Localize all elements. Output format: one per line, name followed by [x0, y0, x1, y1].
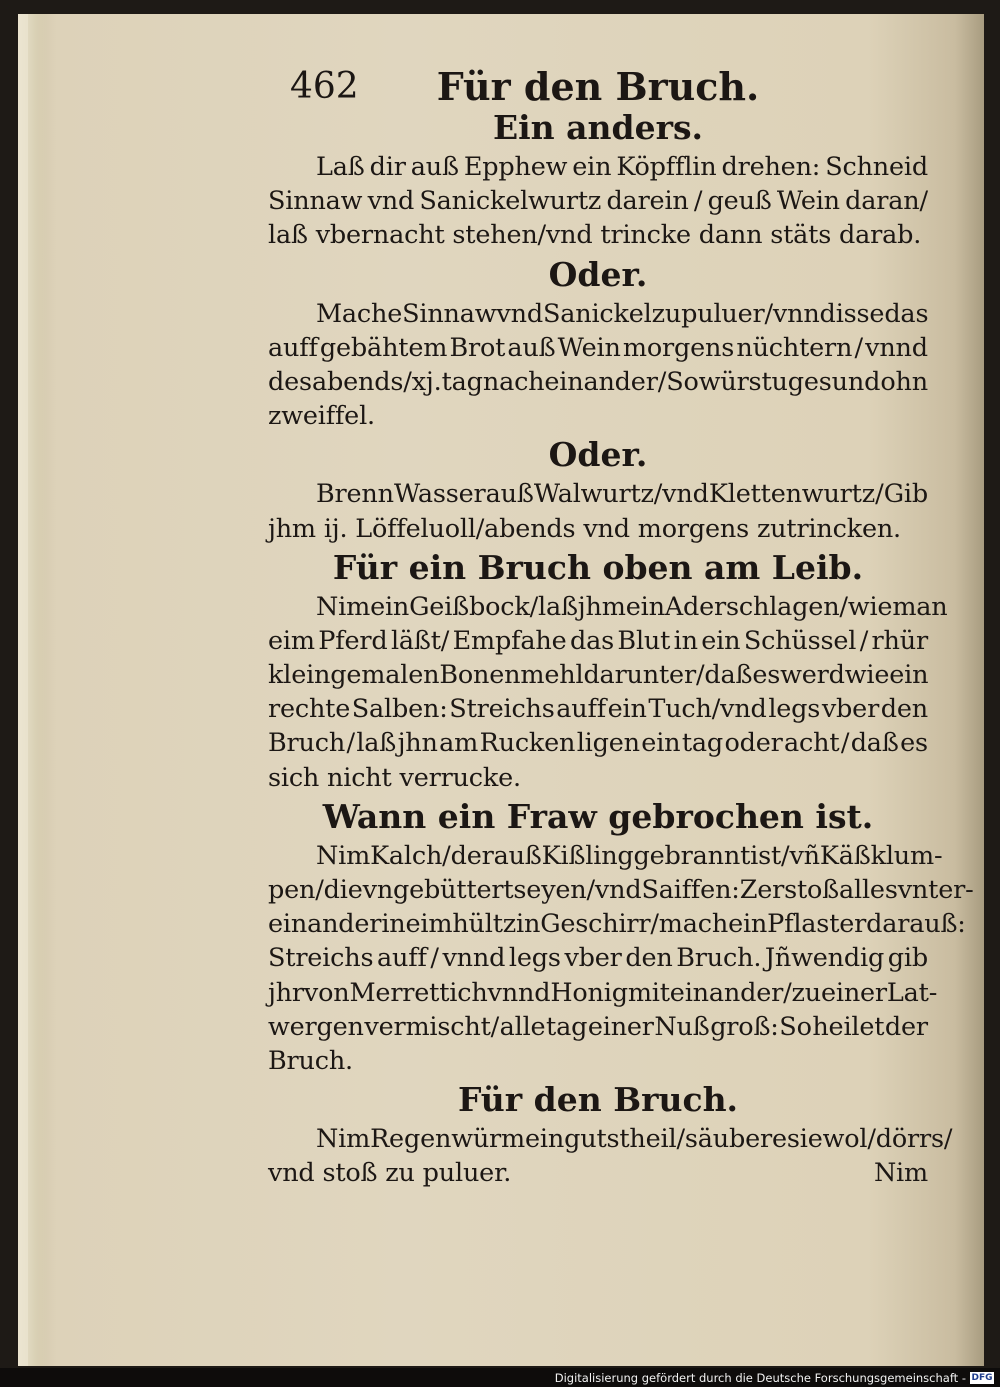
word: tag	[546, 1011, 588, 1042]
text-line	[268, 150, 928, 184]
word: pen/die	[268, 875, 363, 905]
word: gebähtem	[319, 332, 448, 363]
word: säubere	[684, 1124, 787, 1155]
word: gebrannt	[633, 840, 751, 871]
line-text: sich nicht verrucke.	[268, 762, 521, 793]
word: ohn	[880, 366, 928, 397]
word: alles	[839, 875, 898, 905]
page-edge-highlight	[18, 14, 28, 1366]
word: vnnd	[442, 943, 506, 974]
word: vnnd	[772, 298, 836, 329]
line-text: zweiffel.	[268, 401, 375, 432]
text-line	[268, 184, 928, 218]
text-line	[268, 726, 928, 760]
word: des	[268, 366, 312, 397]
section-heading: Für den Bruch.	[457, 1080, 739, 1120]
word: Schüssel	[743, 625, 857, 656]
word: wol	[822, 1124, 868, 1155]
text-line	[268, 218, 928, 252]
text-line	[268, 839, 943, 873]
word: man	[892, 591, 948, 622]
word: /	[676, 1124, 685, 1155]
text-line	[268, 1044, 928, 1078]
section-heading: Ein anders.	[492, 108, 704, 147]
line-text: Bruch.	[268, 1045, 353, 1076]
word: /	[403, 366, 412, 397]
word: ein	[701, 625, 741, 656]
word: ein	[525, 1124, 565, 1155]
word: den	[625, 943, 673, 974]
word: Kißling	[541, 840, 634, 871]
text-line	[268, 941, 928, 975]
word: ein	[607, 694, 647, 725]
footer-credit: Digitalisierung gefördert durch die Deutsche Forschungsgemeinschaft -	[554, 1371, 966, 1385]
word: vngebüttert	[362, 875, 514, 905]
catchword: Nim	[873, 1158, 928, 1189]
word: den	[880, 694, 928, 725]
word: tag	[441, 366, 483, 397]
word: zu	[651, 298, 682, 329]
text-line	[268, 658, 928, 692]
word: vber	[564, 943, 622, 974]
word: vnd	[367, 186, 415, 217]
word: heilet	[812, 1011, 885, 1042]
word: ist/	[750, 840, 790, 871]
word: /	[859, 625, 869, 656]
word: einer	[820, 977, 887, 1008]
word: Sinnaw	[402, 298, 497, 329]
word: auff	[268, 332, 318, 363]
text-line	[268, 907, 966, 941]
word: alle	[499, 1011, 546, 1042]
word: rhür	[871, 625, 928, 656]
word: eim	[405, 909, 453, 940]
word: Empfahe	[452, 625, 567, 656]
word: Gib	[883, 479, 928, 510]
word: ein	[572, 152, 612, 182]
word: auß	[493, 840, 542, 871]
word: von	[303, 977, 350, 1008]
word: wie	[844, 660, 890, 691]
word: vber	[821, 694, 880, 725]
word: xj.	[411, 366, 442, 397]
word: seyen/vnd	[513, 875, 642, 905]
running-head	[268, 64, 928, 109]
word: es	[752, 660, 781, 691]
text-line	[268, 1122, 953, 1156]
word: ligen	[576, 728, 640, 759]
word: darein	[606, 186, 689, 217]
word: nacheinander	[482, 366, 658, 397]
word: Brot	[449, 332, 506, 363]
word: Bonenmehl	[439, 660, 584, 691]
text-line	[268, 873, 974, 907]
word: auff	[377, 943, 427, 974]
word: oder	[724, 728, 783, 759]
word: So	[666, 366, 699, 397]
word: das	[569, 625, 614, 656]
word: das	[884, 298, 929, 329]
text-line	[268, 976, 938, 1010]
word: /	[839, 591, 848, 622]
word: Lat-	[886, 977, 938, 1008]
word: Nim	[316, 840, 371, 871]
word: Geschirr/mach	[540, 909, 729, 940]
word: schlagen	[726, 591, 840, 622]
word: Geißbock/laß	[409, 591, 578, 622]
word: /	[346, 728, 355, 759]
word: wergen	[268, 1011, 364, 1042]
word: Sanickel	[542, 298, 652, 329]
word: abends	[311, 366, 404, 397]
running-title: Für den Bruch.	[436, 64, 760, 109]
page-text	[268, 64, 974, 1191]
text-line	[268, 624, 928, 658]
word: acht	[784, 728, 840, 759]
word: morgens	[622, 332, 735, 363]
word: vnter-	[897, 875, 974, 905]
word: darauß:	[866, 909, 966, 940]
dfg-logo: DFG	[971, 1373, 993, 1383]
word: Zerstoß	[739, 875, 840, 905]
word: Tuch/vnd	[648, 694, 767, 725]
text-line	[268, 512, 928, 546]
word: Pferd	[318, 625, 388, 656]
word: /	[867, 1124, 876, 1155]
word: auß	[485, 479, 534, 510]
word: in	[673, 625, 698, 656]
word: werd	[780, 660, 845, 691]
word: vnnd	[865, 332, 928, 363]
word: gemalen	[330, 660, 440, 691]
word: Streichs	[268, 943, 374, 974]
word: /	[854, 332, 863, 363]
word: miteinander/zu	[627, 977, 821, 1008]
word: Nim	[316, 1124, 371, 1155]
word: Kalch/der	[370, 840, 494, 871]
word: vermischt/	[364, 1011, 500, 1042]
word: drehen:	[721, 152, 821, 182]
text-line	[268, 761, 928, 795]
word: Rucken	[479, 728, 576, 759]
word: läßt/	[390, 625, 450, 656]
word: /	[875, 479, 884, 510]
word: einander	[268, 909, 382, 940]
word: vnd	[496, 298, 543, 329]
word: Köpfflin	[616, 152, 717, 182]
word: ein	[370, 591, 410, 622]
word: dörrs/	[875, 1124, 953, 1155]
section-heading: Wann ein Fraw gebrochen ist.	[322, 796, 874, 836]
word: puluer/	[681, 298, 773, 329]
word: daß	[704, 660, 753, 691]
page-number: 462	[290, 66, 359, 107]
word: Laß	[316, 152, 365, 182]
text-line	[268, 365, 928, 399]
body-flow	[268, 106, 974, 1191]
line-text: vnd stoß zu puluer.	[268, 1158, 512, 1189]
word: ein	[889, 660, 929, 691]
word: gesund	[787, 366, 881, 397]
word: Schneid	[825, 152, 928, 182]
word: Sanickelwurtz	[419, 186, 602, 217]
word: Merrettich	[349, 977, 488, 1008]
word: ein	[625, 591, 665, 622]
word: Nim	[316, 591, 371, 622]
word: auff	[556, 694, 606, 725]
word: Wasser	[394, 479, 486, 510]
text-line	[268, 692, 928, 726]
word: der	[884, 1011, 928, 1042]
word: /	[840, 728, 850, 759]
word: /	[693, 186, 703, 217]
word: Regenwürm	[370, 1124, 526, 1155]
word: klein	[268, 660, 331, 691]
word: ein	[728, 909, 768, 940]
text-line	[268, 477, 928, 511]
text-line	[268, 1010, 928, 1044]
word: rechte	[268, 694, 351, 725]
word: daran/	[845, 186, 928, 217]
word: /	[695, 660, 705, 691]
text-line	[268, 590, 948, 624]
word: laß	[356, 728, 397, 759]
word: Jñwendig	[764, 943, 885, 974]
word: Klettenwurtz	[708, 479, 875, 510]
word: Blut	[617, 625, 671, 656]
word: isse	[835, 298, 885, 329]
section-heading: Für ein Bruch oben am Leib.	[332, 547, 864, 587]
word: Sinnaw	[268, 186, 363, 217]
word: jhm	[577, 591, 626, 622]
word: Wein	[776, 186, 840, 217]
word: legs	[508, 943, 561, 974]
word: jhr	[268, 977, 304, 1008]
word: in	[381, 909, 406, 940]
word: würstu	[698, 366, 788, 397]
word: Epphew	[463, 152, 568, 182]
word: nüchtern	[736, 332, 853, 363]
word: guts	[564, 1124, 620, 1155]
word: einer	[587, 1011, 654, 1042]
word: dir	[369, 152, 406, 182]
word: daß	[850, 728, 899, 759]
section-heading: Oder.	[548, 435, 648, 475]
word: gib	[887, 943, 928, 974]
word: Pflaster	[767, 909, 867, 940]
text-line	[268, 331, 928, 365]
word: ein	[641, 728, 681, 759]
text-line	[268, 297, 928, 331]
word: wie	[847, 591, 893, 622]
word: Honig	[550, 977, 628, 1008]
word: Mache	[316, 298, 403, 329]
text-line	[268, 399, 928, 433]
word: So	[779, 1011, 812, 1042]
line-text: jhm ij. Löffeluoll/abends vnd morgens zutrincken.	[268, 513, 901, 544]
word: Nuß	[654, 1011, 710, 1042]
word: sie	[786, 1124, 823, 1155]
word: auß	[507, 332, 556, 363]
word: groß:	[710, 1011, 779, 1042]
word: vnnd	[487, 977, 551, 1008]
section-heading: Oder.	[548, 254, 648, 294]
word: vñ	[789, 840, 820, 871]
word: hültzin	[452, 909, 541, 940]
word: jhn	[397, 728, 438, 759]
word: darunter	[583, 660, 696, 691]
text-line	[268, 1156, 928, 1190]
word: /	[430, 943, 439, 974]
word: legs	[768, 694, 821, 725]
word: Walwurtz/vnd	[533, 479, 709, 510]
word: am	[439, 728, 479, 759]
word: Bruch	[268, 728, 346, 759]
word: geuß	[707, 186, 772, 217]
word: auß	[410, 152, 459, 182]
word: Streichs	[449, 694, 555, 725]
word: Käßklum-	[819, 840, 943, 871]
word: Saiffen:	[641, 875, 740, 905]
word: Brenn	[316, 479, 394, 510]
word: Bruch.	[676, 943, 762, 974]
word: eim	[268, 625, 315, 656]
line-text: laß vbernacht stehen/vnd trincke dann stäts darab.	[268, 220, 922, 251]
word: /	[657, 366, 667, 397]
word: Wein	[557, 332, 621, 363]
word: Salben:	[351, 694, 448, 725]
word: theil	[619, 1124, 677, 1155]
word: es	[900, 728, 928, 759]
word: tag	[681, 728, 723, 759]
word: Ader	[664, 591, 727, 622]
